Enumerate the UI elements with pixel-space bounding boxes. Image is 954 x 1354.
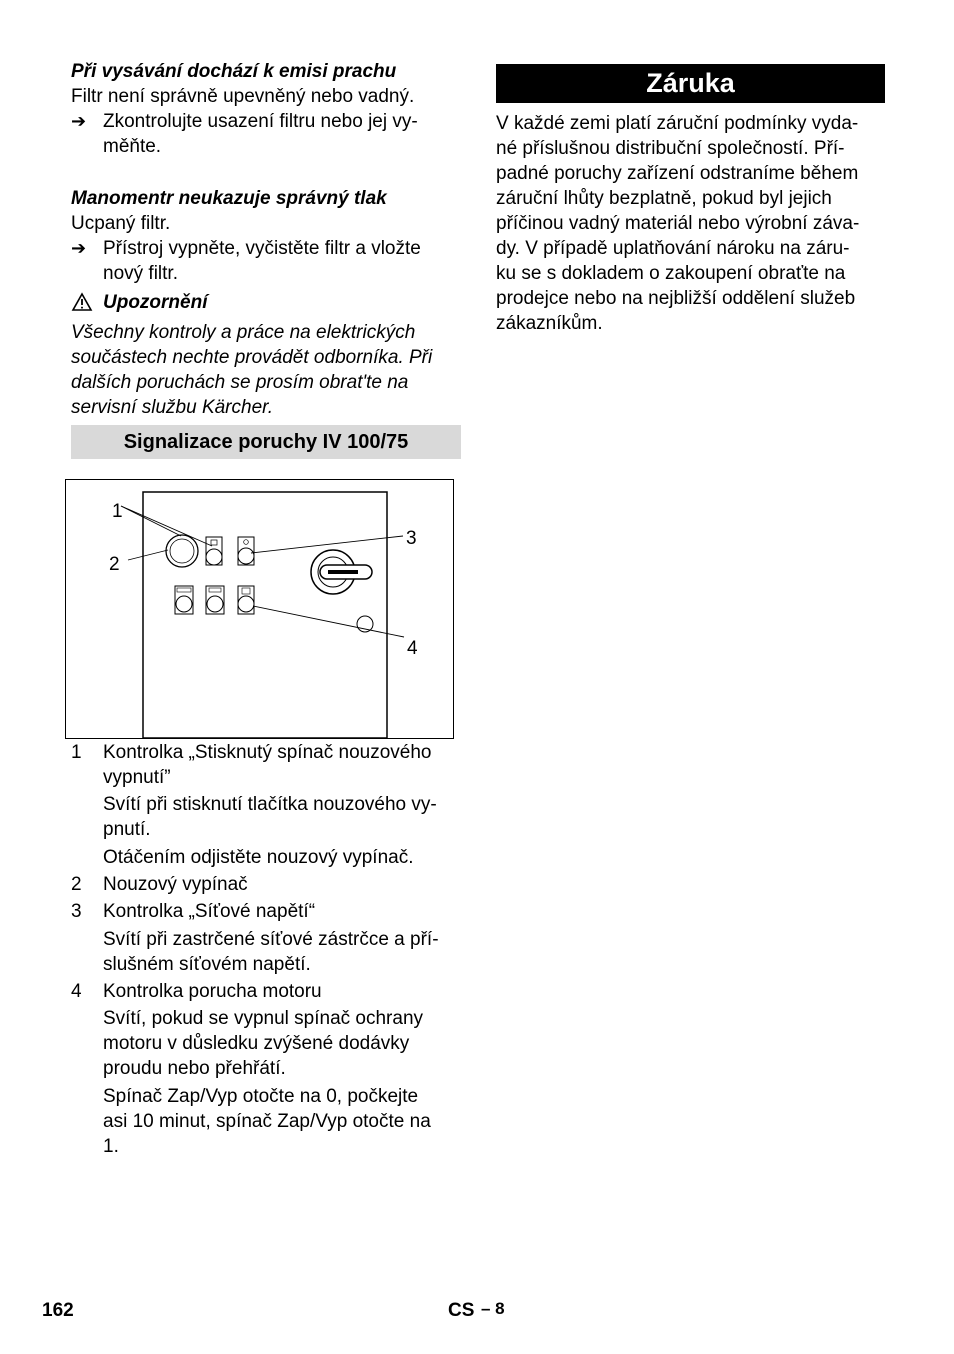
- warning-label: Upozornění: [103, 292, 208, 313]
- warranty-text-line: příčinou vadný materiál nebo výrobní záva-: [496, 213, 860, 234]
- item-number: 2: [71, 874, 82, 895]
- warranty-text-line: záruční lhůty bezplatně, pokud byl jejich: [496, 188, 832, 209]
- cause-text-gauge: Ucpaný filtr.: [71, 213, 171, 234]
- item-text: 1.: [103, 1136, 119, 1157]
- warranty-text-line: né příslušnou distribuční společností. Pří-: [496, 138, 845, 159]
- cause-text-dust: Filtr není správně upevněný nebo vadný.: [71, 86, 415, 107]
- arrow-right-icon: ➔: [71, 238, 87, 258]
- warning-text-line: servisní službu Kärcher.: [71, 397, 274, 418]
- item-text: proudu nebo přehřátí.: [103, 1058, 286, 1079]
- item-text: slušném síťovém napětí.: [103, 954, 311, 975]
- item-text: vypnutí”: [103, 767, 171, 788]
- item-text: Svítí při zastrčené síťové zástrčce a pří-: [103, 929, 439, 950]
- warranty-text-line: ku se s dokladem o zakoupení obraťte na: [496, 263, 846, 284]
- item-number: 4: [71, 981, 82, 1002]
- warranty-text-line: prodejce nebo na nejbližší oddělení služeb: [496, 288, 856, 309]
- arrow-right-icon: ➔: [71, 111, 87, 131]
- warning-text-line: součástech nechte provádět odborníka. Při: [71, 347, 433, 368]
- item-text: Svítí při stisknutí tlačítka nouzového vy-: [103, 794, 437, 815]
- item-number: 1: [71, 742, 82, 763]
- item-text: Nouzový vypínač: [103, 874, 248, 895]
- warranty-text-line: zákazníkům.: [496, 313, 603, 334]
- fix-line: Přístroj vypněte, vyčistěte filtr a vložte: [103, 238, 421, 259]
- fix-line: měňte.: [103, 136, 162, 157]
- language-code: CS: [448, 1300, 475, 1321]
- sub-page-number: – 8: [481, 1299, 505, 1318]
- fix-line: Zkontrolujte usazení filtru nebo jej vy-: [103, 111, 418, 132]
- item-text: Spínač Zap/Vyp otočte na 0, počkejte: [103, 1086, 419, 1107]
- item-text: Svítí, pokud se vypnul spínač ochrany: [103, 1008, 424, 1029]
- section-heading-fault-signal: Signalizace poruchy IV 100/75: [71, 425, 461, 459]
- item-number: 3: [71, 901, 82, 922]
- warning-triangle-icon: [71, 292, 93, 312]
- section-heading-dust: Při vysávání dochází k emisi prachu: [71, 61, 397, 82]
- item-text: pnutí.: [103, 819, 151, 840]
- section-heading-warranty: Záruka: [496, 64, 885, 103]
- callout-4: 4: [407, 638, 418, 659]
- warning-text-line: dalších poruchách se prosím obrat'te na: [71, 372, 409, 393]
- callout-2: 2: [109, 554, 120, 575]
- warranty-text-line: padné poruchy zařízení odstraníme během: [496, 163, 859, 184]
- item-text: asi 10 minut, spínač Zap/Vyp otočte na: [103, 1111, 431, 1132]
- item-text: motoru v důsledku zvýšené dodávky: [103, 1033, 410, 1054]
- warranty-text-line: dy. V případě uplatňování nároku na záru-: [496, 238, 850, 259]
- warranty-text-line: V každé zemi platí záruční podmínky vyda-: [496, 113, 859, 134]
- item-text: Kontrolka „Síťové napětí“: [103, 901, 316, 922]
- page-number: 162: [42, 1300, 74, 1321]
- item-text: Otáčením odjistěte nouzový vypínač.: [103, 847, 414, 868]
- callout-3: 3: [406, 528, 417, 549]
- control-panel-figure: [65, 479, 454, 739]
- item-text: Kontrolka „Stisknutý spínač nouzového: [103, 742, 432, 763]
- warning-text-line: Všechny kontroly a práce na elektrických: [71, 322, 416, 343]
- callout-1: 1: [112, 501, 123, 522]
- item-text: Kontrolka porucha motoru: [103, 981, 322, 1002]
- fix-line: nový filtr.: [103, 263, 178, 284]
- section-heading-gauge: Manomentr neukazuje správný tlak: [71, 188, 387, 209]
